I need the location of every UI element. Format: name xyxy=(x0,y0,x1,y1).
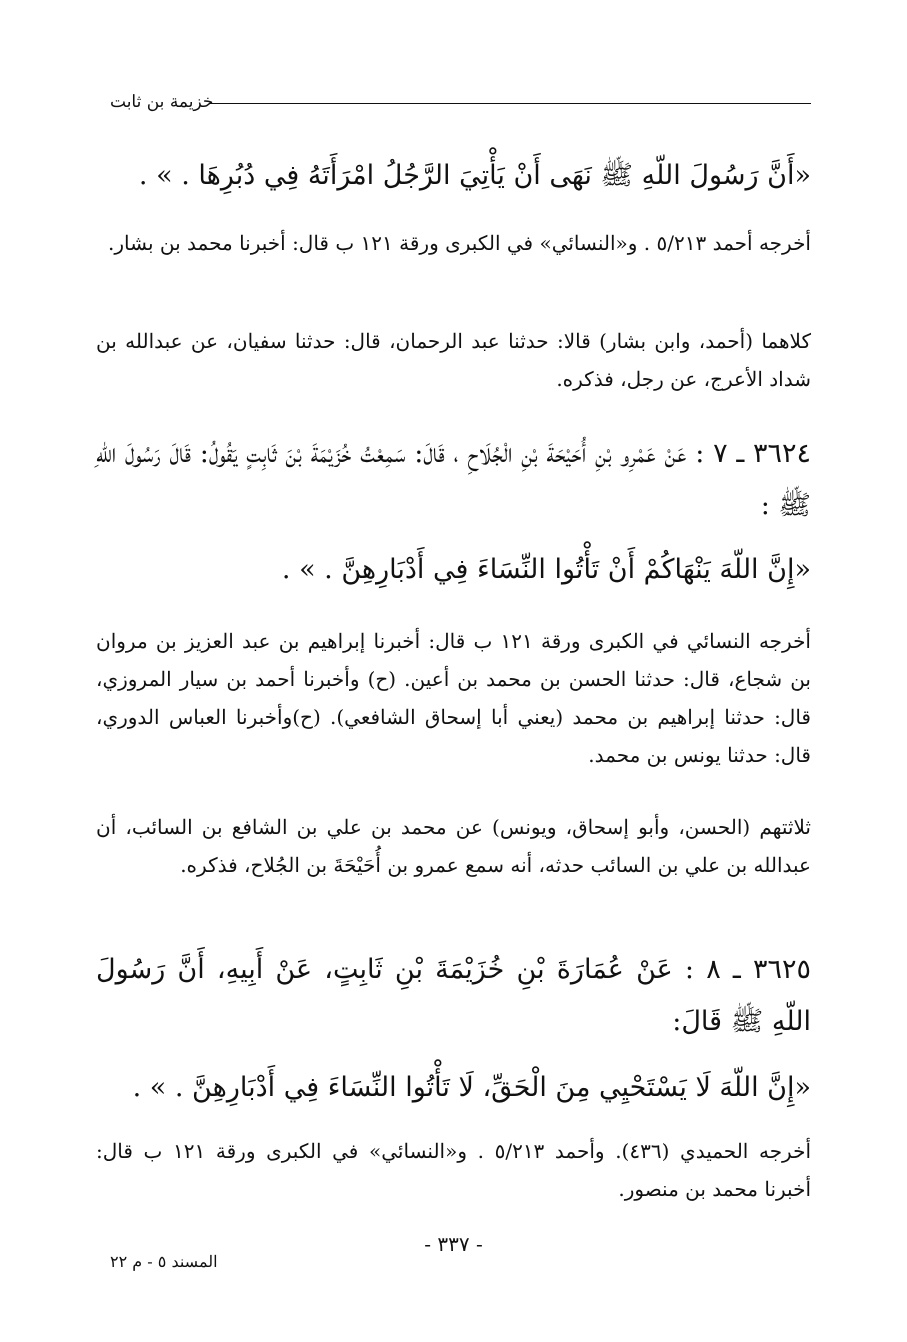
takhrij-note: كلاهما (أحمد، وابن بشار) قالا: حدثنا عبد الرحمان، قال: حدثنا سفيان، عن عبدالله بن شداد الأعرج، عن رجل، فذكره. xyxy=(96,329,811,391)
page-number: - ٣٣٧ - xyxy=(424,1232,483,1256)
takhrij-note: أخرجه الحميدي (٤٣٦). وأحمد ٥/٢١٣ . و«النسائي» في الكبرى ورقة ١٢١ ب قال: أخبرنا محمد بن منصور. xyxy=(96,1139,812,1201)
takhrij-note: ثلاثتهم (الحسن، وأبو إسحاق، ويونس) عن محمد بن علي بن الشافع بن السائب، أن عبدالله بن علي بن السائب حدثه، أنه سمع عمرو بن أُحَيْحَةَ بن الجُلاح، فذكره. xyxy=(96,815,811,877)
hadith-text: ٣٦٢٥ ـ ٨ : عَنْ عُمَارَةَ بْنِ خُزَيْمَةَ بْنِ ثَابِتٍ، عَنْ أَبِيهِ، أَنَّ رَسُولَ اللّهِ ﷺ قَالَ: xyxy=(96,954,811,1037)
header-rule xyxy=(210,103,811,104)
hadith-text: «إِنَّ اللّهَ يَنْهَاكُمْ أَنْ تَأْتُوا النِّسَاءَ فِي أَدْبَارِهِنَّ . » . xyxy=(281,554,811,585)
hadith-text: ٣٦٢٤ ـ ٧ : عَنْ عَمْرِو بْنِ أُحَيْحَةَ بْنِ الْجُلَاحِ ، قَالَ: سَمِعْتُ خُزَيْمَةَ بْنَ ثَابِتٍ يَقُولُ: قَالَ رَسُولَ اللّهِ ﷺ : xyxy=(96,438,812,521)
hadith-text: «أَنَّ رَسُولَ اللّهِ ﷺ نَهَى أَنْ يَأْتِيَ الرَّجُلُ امْرَأَتَهُ فِي دُبُرِهَا . » . xyxy=(138,160,811,191)
running-header xyxy=(110,88,811,118)
hadith-text: «إِنَّ اللّهَ لَا يَسْتَحْيِي مِنَ الْحَقِّ، لَا تَأْتُوا النِّسَاءَ فِي أَدْبَارِهِنَّ . » . xyxy=(132,1072,811,1103)
takhrij-note: أخرجه النسائي في الكبرى ورقة ١٢١ ب قال: أخبرنا إبراهيم بن عبد العزيز بن مروان بن شجاع، قال: حدثنا الحسن بن محمد بن أعين. (ح) وأخبرنا أحمد بن سيار المروزي، قال: حدثنا إبراهيم بن محمد (يعني أبا إسحاق الشافعي). (ح)وأخبرنا العباس الدوري، قال: حدثنا يونس بن محمد. xyxy=(96,629,811,767)
signature-mark: المسند ٥ - م ٢٢ xyxy=(110,1252,218,1271)
header-title: خزيمة بن ثابت xyxy=(110,92,214,112)
takhrij-note: أخرجه أحمد ٥/٢١٣ . و«النسائي» في الكبرى ورقة ١٢١ ب قال: أخبرنا محمد بن بشار. xyxy=(108,231,811,255)
